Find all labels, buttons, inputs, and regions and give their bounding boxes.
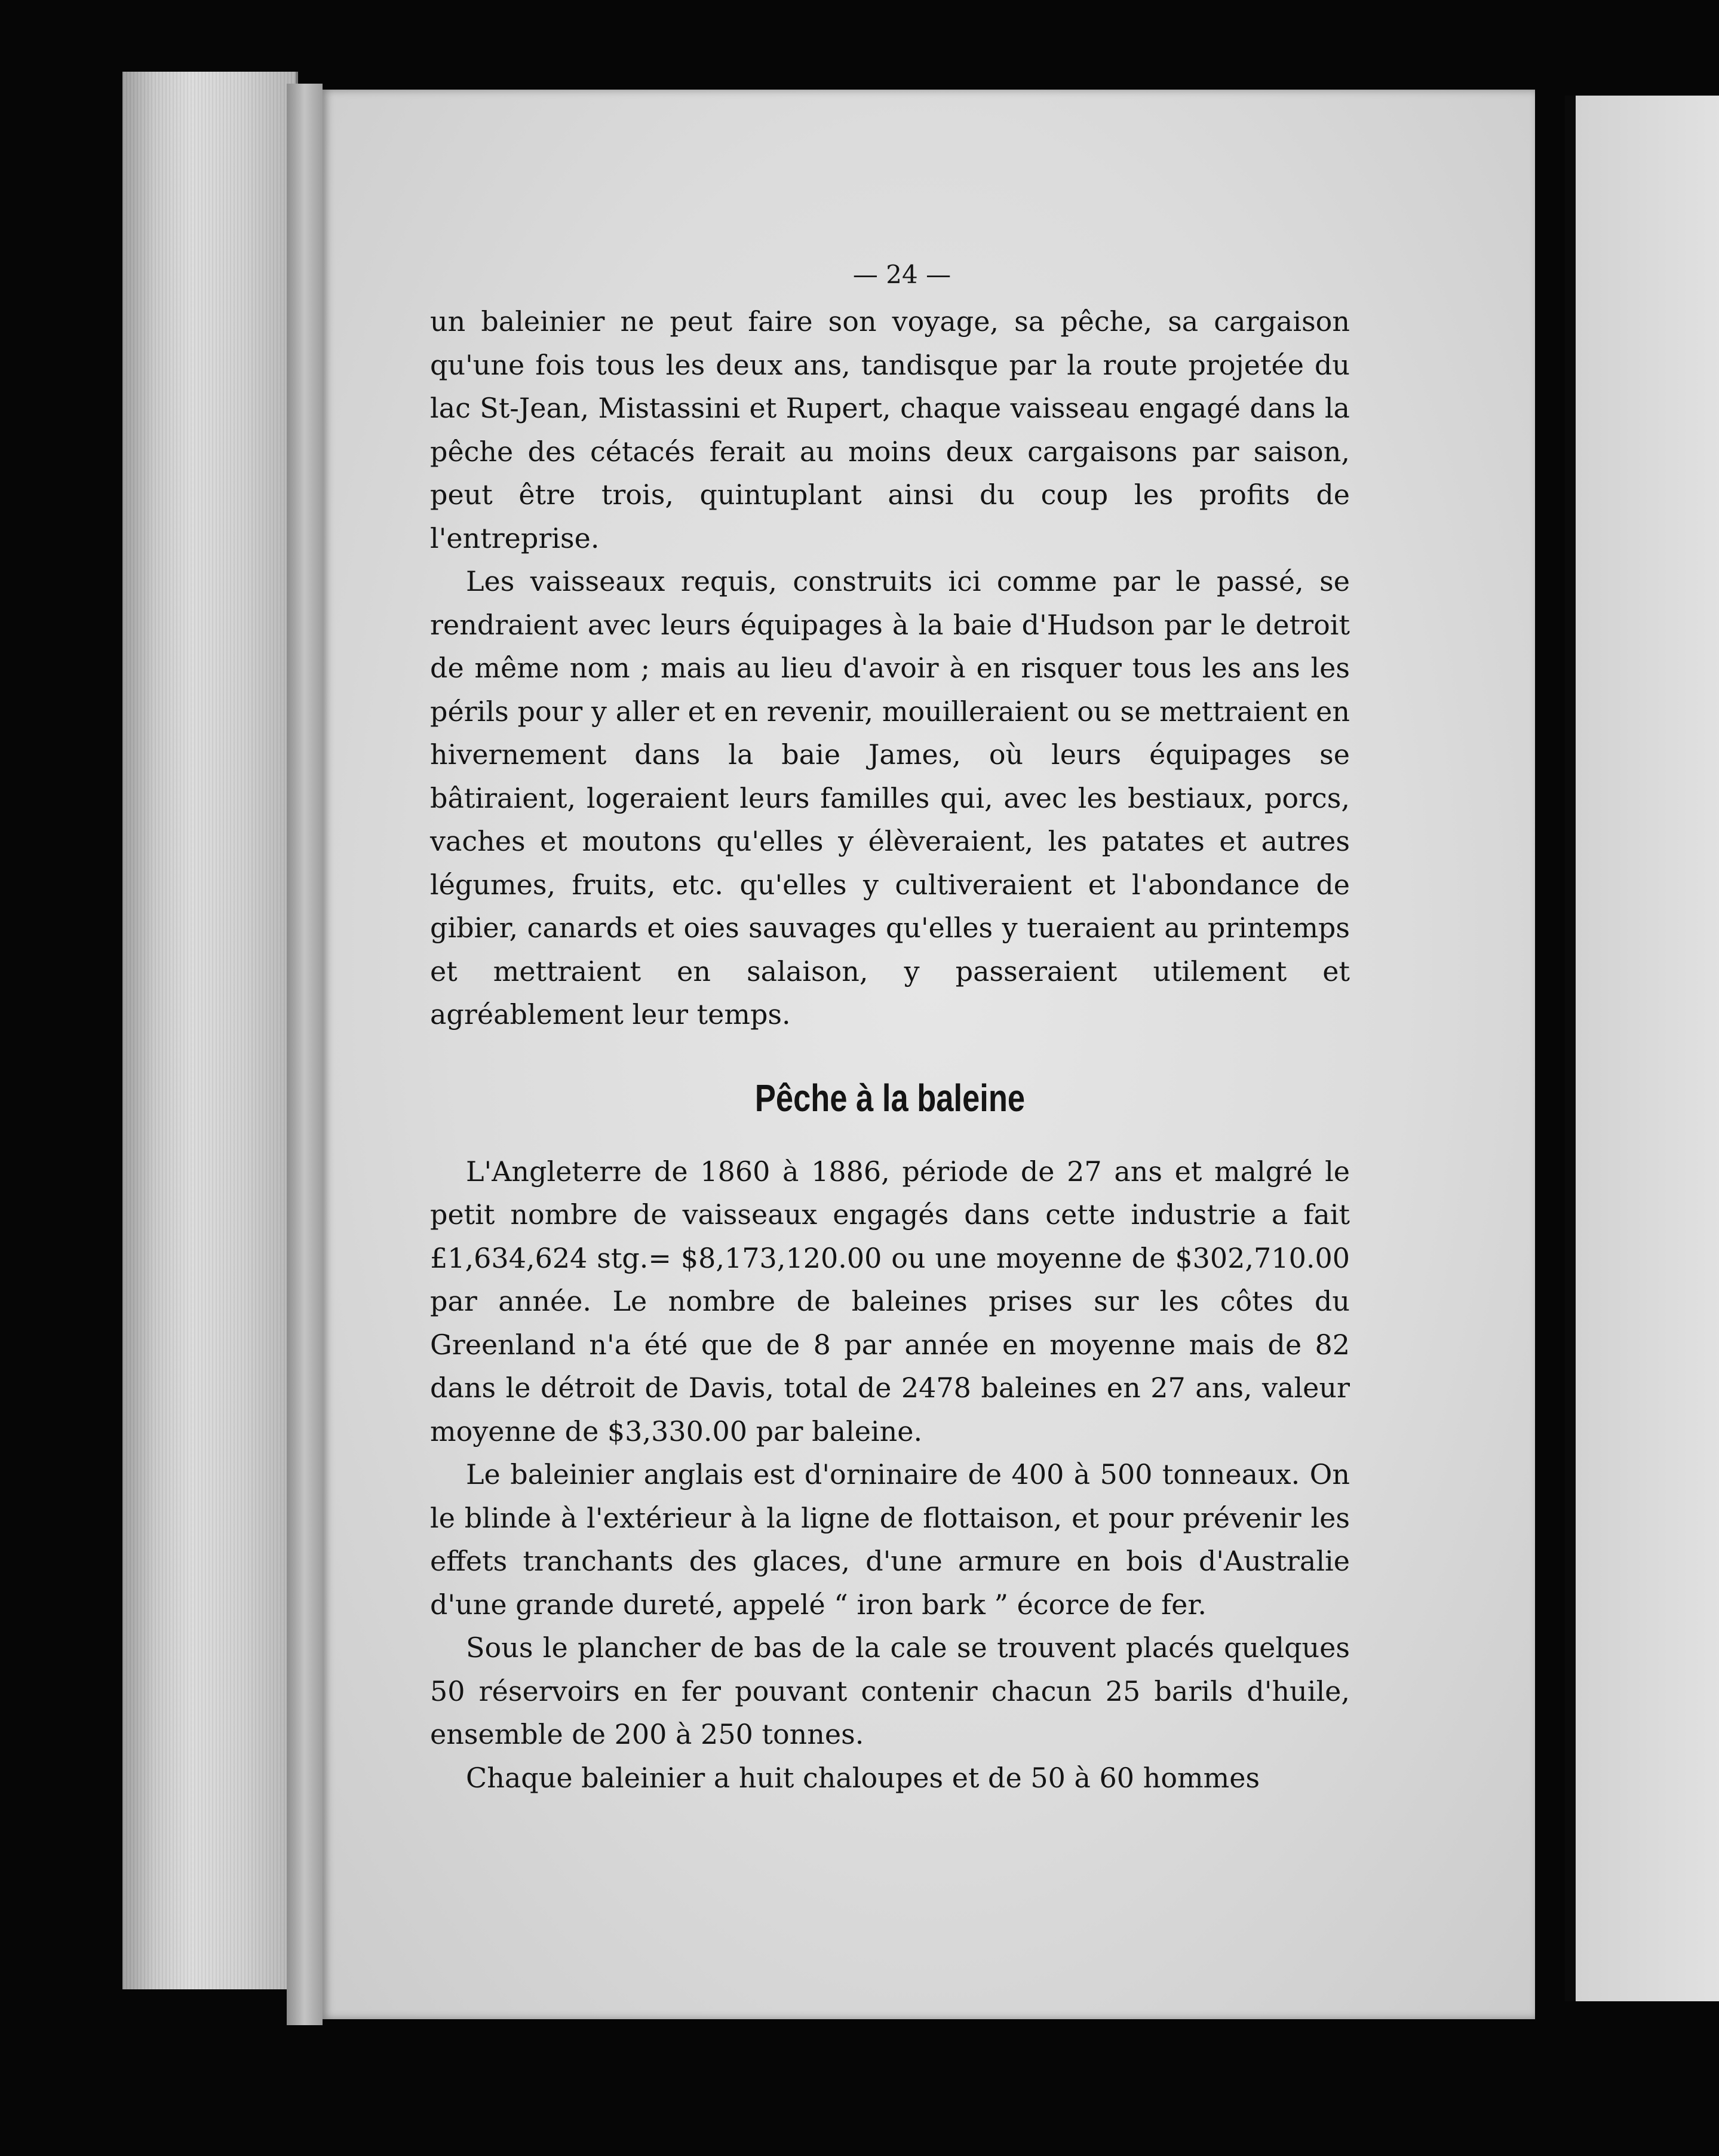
paragraph-chaloupes: Chaque baleinier a huit chaloupes et de 50 à 60 hommes (466, 1761, 1260, 1794)
page-number: — 24 — (852, 260, 951, 289)
paragraph-angleterre: L'Angleterre de 1860 à 1886, période de 27 ans et malgré le petit nombre de vaisseaux engagés dans cette industrie a fait £1,634,624 stg.= $8,173,120.00 ou une moyenne de $302,710.00 par année. Le nombre de baleines prises sur les côtes du Greenland n'a été que de 8 par année en moyenne mais de 82 dans le détroit de Davis, total de 2478 baleines en 27 ans, valeur moyenne de $3,330.00 par baleine. (430, 1155, 1350, 1447)
page-stack-edge (287, 84, 323, 2025)
page-text (430, 257, 1350, 1799)
book-page-edges (122, 72, 298, 1989)
paragraph-baleinier-anglais: Le baleinier anglais est d'orninaire de 400 à 500 tonneaux. On le blinde à l'extérieur à la ligne de flottaison, et pour prévenir les effets tranchants des glaces, d'une armure en bois d'Australie d'une grande dureté, appelé “ iron bark ” écorce de fer. (430, 1458, 1350, 1621)
section-title: Pêche à la baleine (754, 1076, 1026, 1120)
paragraph-vaisseaux: Les vaisseaux requis, construits ici comme par le passé, se rendraient avec leurs équipages à la baie d'Hudson par le detroit de même nom ; mais au lieu d'avoir à en risquer tous les ans les périls pour y aller et en revenir, mouilleraient ou se mettraient en hivernement dans la baie James, où leurs équipages se bâtiraient, logeraient leurs familles qui, avec les bestiaux, porcs, vaches et moutons qu'elles y élèveraient, les patates et autres légumes, fruits, etc. qu'elles y cultiveraient et l'abondance de gibier, canards et oies sauvages qu'elles y tueraient au printemps et mettraient en salaison, y passeraient utilement et agréablement leur temps. (430, 565, 1350, 1031)
paragraph-reservoirs: Sous le plancher de bas de la cale se trouvent placés quelques 50 réservoirs en fer pouvant contenir chacun 25 barils d'huile, ensemble de 200 à 250 tonnes. (430, 1631, 1350, 1750)
facing-page-edge (1565, 96, 1719, 2001)
paragraph-continuation: un baleinier ne peut faire son voyage, sa pêche, sa cargaison qu'une fois tous les deux ans, tandisque par la route projetée du lac St-Jean, Mistassini et Rupert, chaque vaisseau engagé dans la pêche des cétacés ferait au moins deux cargaisons par saison, peut être trois, quintuplant ainsi du coup les profits de l'entreprise. (430, 305, 1350, 554)
